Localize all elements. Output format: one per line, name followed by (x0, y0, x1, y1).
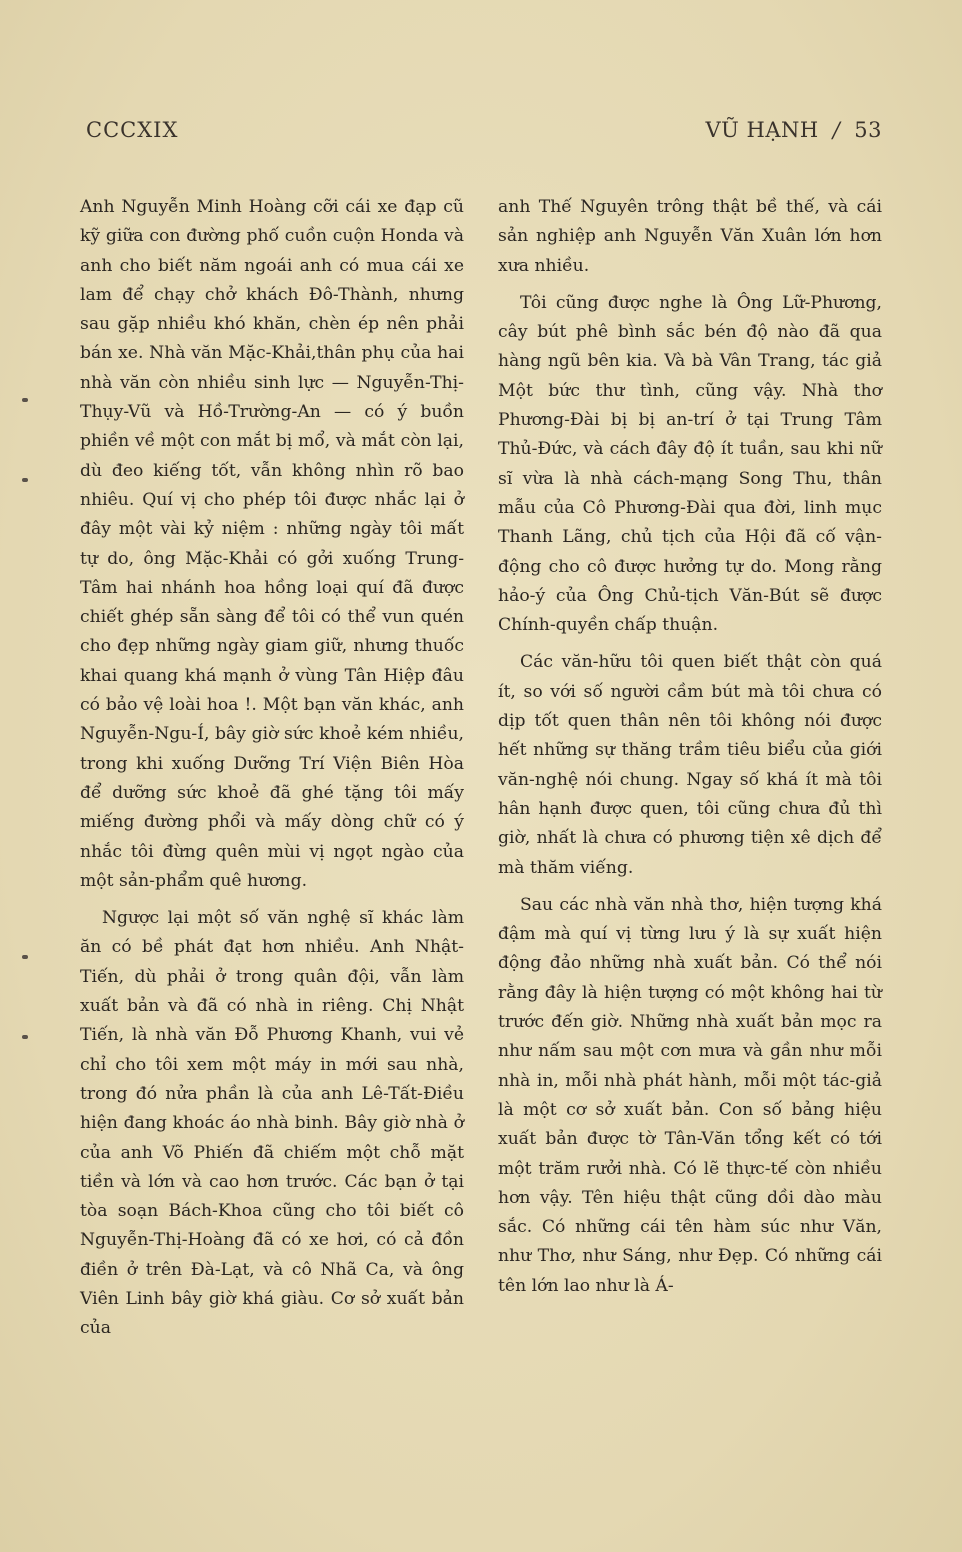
left-column (80, 193, 464, 1352)
paragraph: Các văn-hữu tôi quen biết thật còn quá ít, so với số người cầm bút mà tôi chưa có dịp tốt quen thân nên tôi không nói được hết những sự thăng trầm tiêu biểu của giới văn-nghệ nói chung. Ngay số khá ít mà tôi hân hạnh được quen, tôi cũng chưa đủ thì giờ, nhất là chưa có phương tiện xê dịch để mà thăm viếng. (498, 652, 882, 878)
right-column (498, 193, 882, 1309)
margin-mark (22, 398, 28, 402)
paragraph: Tôi cũng được nghe là Ông Lữ-Phương, cây bút phê bình sắc bén độ nào đã qua hàng ngũ bên kia. Và bà Vân Trang, tác giả Một bức thư tình, cũng vậy. Nhà thơ Phương-Đài bị bị an-trí ở tại Trung Tâm Thủ-Đức, và cách đây độ ít tuần, sau khi nữ sĩ vừa là nhà cách-mạng Song Thu, thân mẫu của Cô Phương-Đài qua đời, linh mục Thanh Lãng, chủ tịch của Hội đã cố vận-động cho cô được hưởng tự do. Mong rằng hảo-ý của Ông Chủ-tịch Văn-Bút sẽ được Chính-quyền chấp thuận. (498, 292, 882, 636)
header-separator: / (832, 118, 841, 142)
margin-mark (22, 1035, 28, 1039)
margin-mark (22, 955, 28, 959)
paragraph: Ngược lại một số văn nghệ sĩ khác làm ăn có bề phát đạt hơn nhiều. Anh Nhật-Tiến, dù phải ở trong quân đội, vẫn làm xuất bản và đã có nhà in riêng. Chị Nhật Tiến, là nhà văn Đỗ Phương Khanh, vui vẻ chỉ cho tôi xem một máy in mới sau nhà, trong đó nửa phần là của anh Lê-Tất-Điều hiện đang khoác áo nhà binh. Bây giờ nhà ở của anh Võ Phiến đã chiếm một chỗ mặt tiền và lớn và cao hơn trước. Các bạn ở tại tòa soạn Bách-Khoa cũng cho tôi biết cô Nguyễn-Thị-Hoàng đã có xe hơi, có cả đồn điền ở trên Đà-Lạt, và cô Nhã Ca, và ông Viên Linh bây giờ khá giàu. Cơ sở xuất bản của (80, 908, 464, 1339)
chapter-number: CCCXIX (86, 118, 179, 142)
margin-mark (22, 478, 28, 482)
paragraph: Sau các nhà văn nhà thơ, hiện tượng khá đậm mà quí vị từng lưu ý là sự xuất hiện động đảo những nhà xuất bản. Có thể nói rằng đây là hiện tượng có một không hai từ trước đến giờ. Những nhà xuất bản mọc ra như nấm sau một cơn mưa và gần như mỗi nhà in, mỗi nhà phát hành, mỗi một tác-giả là một cơ sở xuất bản. Con số bảng hiệu xuất bản được tờ Tân-Văn tổng kết có tới một trăm rưởi nhà. Có lẽ thực-tế còn nhiều hơn vậy. Tên hiệu thật cũng dồi dào màu sắc. Có những cái tên hàm súc như Văn, như Thơ, như Sáng, như Đẹp. Có những cái tên lớn lao như là Á- (498, 894, 882, 1296)
page-number: 53 (854, 118, 882, 142)
running-header (705, 118, 882, 142)
paragraph: anh Thế Nguyên trông thật bề thế, và cái sản nghiệp anh Nguyễn Văn Xuân lớn hơn xưa nhiều. (498, 197, 882, 276)
paragraph: Anh Nguyễn Minh Hoàng cỡi cái xe đạp cũ kỹ giữa con đường phố cuồn cuộn Honda và anh cho biết năm ngoái anh có mua cái xe lam để chạy chở khách Đô-Thành, nhưng sau gặp nhiều khó khăn, chèn ép nên phải bán xe. Nhà văn Mặc-Khải,thân phụ của hai nhà văn còn nhiều sinh lực — Nguyễn-Thị-Thụy-Vũ và Hồ-Trường-An — có ý buồn phiền về một con mắt bị mổ, và mắt còn lại, dù đeo kiếng tốt, vẫn không nhìn rõ bao nhiêu. Quí vị cho phép tôi được nhắc lại ở đây một vài kỷ niệm : những ngày tôi mất tự do, ông Mặc-Khải có gởi xuống Trung-Tâm hai nhánh hoa hồng loại quí đã được chiết ghép sẵn sàng để tôi có thể vun quén cho đẹp những ngày giam giữ, nhưng thuốc khai quang khá mạnh ở vùng Tân Hiệp đâu có bảo vệ loài hoa !. Một bạn văn khác, anh Nguyễn-Ngu-Í, bây giờ sức khoẻ kém nhiều, trong khi xuống Dưỡng Trí Viện Biên Hòa để dưỡng sức khoẻ đã ghé tặng tôi mấy miếng đường phổi và mấy dòng chữ có ý nhắc tôi đừng quên mùi vị ngọt ngào của một sản-phẩm quê hương. (80, 197, 464, 891)
author-name: VŨ HẠNH (705, 118, 819, 142)
